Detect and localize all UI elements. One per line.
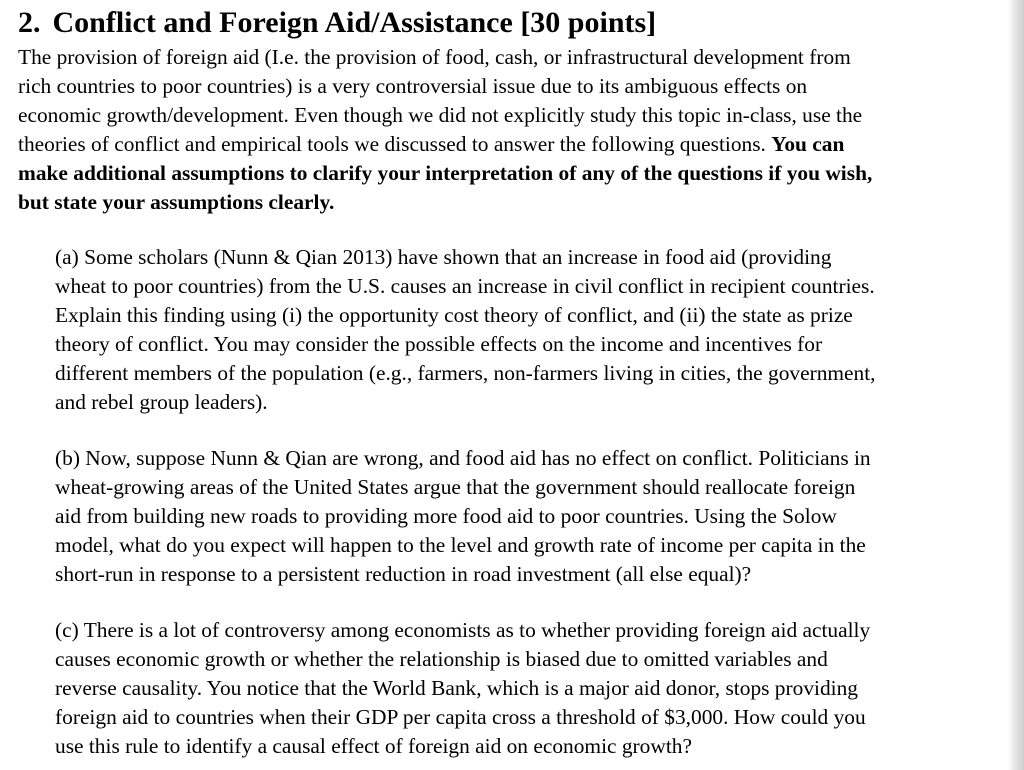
question-a-line: (a) Some scholars (Nunn & Qian 2013) have shown that an increase in food aid (providing [55,245,832,269]
question-c-line: causes economic growth or whether the relationship is biased due to omitted variables and [55,647,828,671]
question-b-line: (b) Now, suppose Nunn & Qian are wrong, and food aid has no effect on conflict. Politicians in [55,446,871,470]
intro-line: rich countries to poor countries) is a very controversial issue due to its ambiguous effects on [18,74,808,98]
question-a-line: wheat to poor countries) from the U.S. causes an increase in civil conflict in recipient countries. [55,274,875,298]
question-b-line: short-run in response to a persistent reduction in road investment (all else equal)? [55,562,752,586]
question-a-line: different members of the population (e.g., farmers, non-farmers living in cities, the government, [55,361,876,385]
question-b-line: model, what do you expect will happen to the level and growth rate of income per capita in the [55,533,866,557]
intro-line: The provision of foreign aid (I.e. the provision of food, cash, or infrastructural development from [18,45,851,69]
page-edge-shadow [1008,0,1024,770]
assumptions-note-start: You can [771,132,845,156]
question-c-line: reverse causality. You notice that the World Bank, which is a major aid donor, stops providing [55,676,858,700]
intro-line: economic growth/development. Even though we did not explicitly study this topic in-class, use the [18,103,863,127]
question-b [55,444,1015,589]
section-title: Conflict and Foreign Aid/Assistance [30 points] [52,6,657,39]
intro-line [18,130,1018,159]
question-a [55,243,1015,417]
question-a-line: and rebel group leaders). [55,390,268,414]
question-c [55,616,1015,761]
question-a-line: theory of conflict. You may consider the possible effects on the income and incentives for [55,332,823,356]
question-b-line: wheat-growing areas of the United States argue that the government should reallocate foreign [55,475,856,499]
question-b-line: aid from building new roads to providing more food aid to poor countries. Using the Solow [55,504,837,528]
question-c-line: (c) There is a lot of controversy among economists as to whether providing foreign aid actually [55,618,871,642]
intro-paragraph [18,43,1018,217]
section-heading [18,4,656,42]
assumptions-note-line: make additional assumptions to clarify your interpretation of any of the questions if you wish, [18,161,873,185]
question-c-line: foreign aid to countries when their GDP per capita cross a threshold of $3,000. How could you [55,705,866,729]
section-number: 2. [18,6,41,39]
assumptions-note-line: but state your assumptions clearly. [18,190,335,214]
question-c-line: use this rule to identify a causal effect of foreign aid on economic growth? [55,734,692,758]
intro-line-text: theories of conflict and empirical tools we discussed to answer the following questions. [18,132,772,156]
question-a-line: Explain this finding using (i) the opportunity cost theory of conflict, and (ii) the state as prize [55,303,853,327]
